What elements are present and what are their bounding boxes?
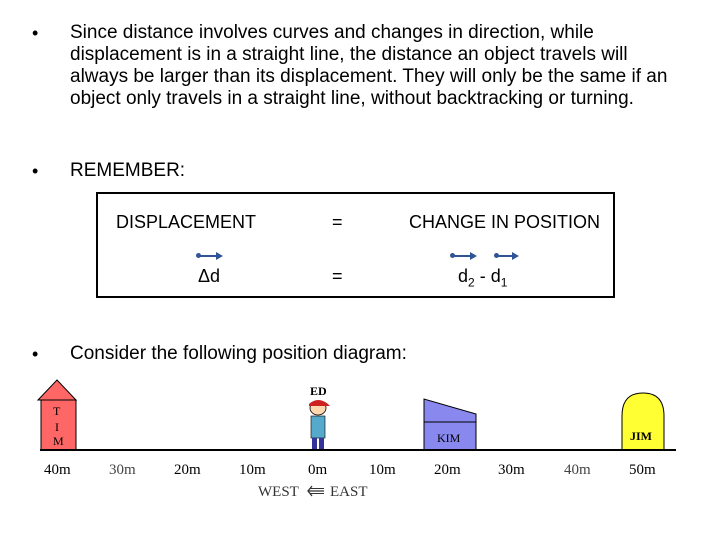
west-east-arrow-icon <box>308 486 324 496</box>
diagram-graphics <box>0 370 720 540</box>
bullet-text: REMEMBER: <box>70 160 186 181</box>
position-tick-label: 40m <box>564 462 591 478</box>
d1-letter: d <box>490 266 501 286</box>
position-tick-label: 40m <box>44 462 71 478</box>
bullet-dot: • <box>32 161 39 181</box>
kim-label: KIM <box>437 431 461 445</box>
displacement-label: DISPLACEMENT <box>116 212 257 232</box>
vector-arrow-head <box>512 252 519 260</box>
position-diagram <box>0 370 720 540</box>
equals-sign: = <box>332 266 343 286</box>
bullet-distance-vs-displacement <box>32 22 672 132</box>
change-in-position-label: CHANGE IN POSITION <box>409 212 601 232</box>
d2-letter: d <box>458 266 469 286</box>
bullet-dot: • <box>32 344 39 364</box>
bullet-consider-diagram <box>32 343 532 367</box>
bullet-remember <box>32 160 332 184</box>
east-label: EAST <box>330 484 368 500</box>
bullet-dot: • <box>32 23 39 43</box>
bullet-text: Since distance involves curves and changes in direction, while displacement is in a straight line, the distance an object travels will always be larger than its displacement. They will only be the same if an object only travels in a straight line, without backtracking or turning. <box>70 22 668 109</box>
ed-label: ED <box>310 384 327 398</box>
minus-sign: - <box>474 266 491 286</box>
d2-minus-d1 <box>458 266 507 290</box>
equals-sign: = <box>332 212 343 232</box>
position-tick-label: 30m <box>109 462 136 478</box>
position-tick-label: 10m <box>369 462 396 478</box>
bullet-text: Consider the following position diagram: <box>70 343 407 364</box>
west-label: WEST <box>258 484 299 500</box>
tim-letter: I <box>55 420 59 434</box>
position-tick-label: 50m <box>629 462 656 478</box>
tim-letter: M <box>53 434 64 448</box>
tim-letter: T <box>53 404 61 418</box>
position-tick-label: 20m <box>434 462 461 478</box>
delta-d-symbol: Δd <box>198 266 221 286</box>
d1-subscript: 1 <box>500 275 508 290</box>
position-tick-label: 0m <box>308 462 328 478</box>
equation-box <box>96 192 615 298</box>
position-tick-label: 10m <box>239 462 266 478</box>
position-tick-label: 20m <box>174 462 201 478</box>
vector-arrow-head <box>470 252 477 260</box>
vector-arrow-head <box>216 252 223 260</box>
jim-label: JIM <box>630 429 652 443</box>
ed-figure-icon <box>309 400 330 450</box>
d2-subscript: 2 <box>468 275 475 290</box>
position-tick-label: 30m <box>498 462 525 478</box>
